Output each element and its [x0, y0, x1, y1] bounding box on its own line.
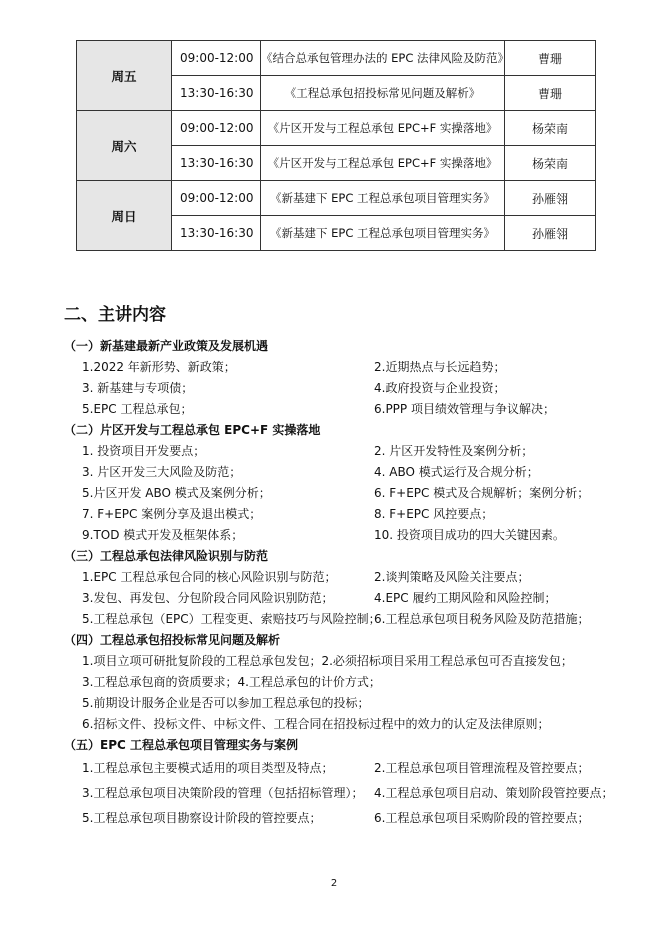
schedule-course: 《新基建下 EPC 工程总承包项目管理实务》: [261, 216, 505, 251]
item-left: 7. F+EPC 案例分享及退出模式；: [82, 507, 262, 521]
schedule-time: 09:00-12:00: [172, 111, 261, 146]
schedule-course: 《工程总承包招投标常见问题及解析》: [261, 76, 505, 111]
item-left: 5.片区开发 ABO 模式及案例分析；: [82, 486, 271, 500]
content-row: [64, 756, 624, 781]
item-right: 6.PPP 项目绩效管理与争议解决；: [374, 402, 555, 416]
schedule-time: 09:00-12:00: [172, 41, 261, 76]
schedule-day: 周日: [77, 181, 172, 251]
schedule-course: 《结合总承包管理办法的 EPC 法律风险及防范》: [261, 41, 505, 76]
block-heading: （三）工程总承包法律风险识别与防范: [64, 549, 269, 563]
schedule-teacher: 杨荣南: [505, 146, 596, 181]
content-row: [64, 609, 624, 630]
item-left: 1. 投资项目开发要点；: [82, 444, 206, 458]
schedule-time: 09:00-12:00: [172, 181, 261, 216]
schedule-row: [77, 181, 596, 216]
item-right: 6. F+EPC 模式及合规解析；案例分析；: [374, 486, 590, 500]
item-right: 2.谈判策略及风险关注要点；: [374, 570, 530, 584]
schedule-time: 13:30-16:30: [172, 216, 261, 251]
content-row: [64, 399, 624, 420]
item-left: 1.2022 年新形势、新政策；: [82, 360, 236, 374]
content-row: [64, 567, 624, 588]
schedule-day: 周六: [77, 111, 172, 181]
content-row: [64, 378, 624, 399]
content-row: [64, 651, 624, 672]
schedule-teacher: 曹珊: [505, 41, 596, 76]
item-right: 10. 投资项目成功的四大关键因素。: [374, 528, 565, 542]
content-block: [64, 630, 624, 735]
content-row: [64, 525, 624, 546]
item-left: 3. 新基建与专项债；: [82, 381, 194, 395]
content-row: [64, 483, 624, 504]
item-right: 2. 片区开发特性及案例分析；: [374, 444, 534, 458]
schedule-time: 13:30-16:30: [172, 146, 261, 181]
item-right: 2.近期热点与长远趋势；: [374, 360, 506, 374]
content-row: [64, 806, 624, 831]
content-row: [64, 357, 624, 378]
item-left: 6.招标文件、投标文件、中标文件、工程合同在招投标过程中的效力的认定及法律原则；: [82, 717, 550, 731]
item-left: 3.发包、再发包、分包阶段合同风险识别防范；: [82, 591, 334, 605]
block-heading: （二）片区开发与工程总承包 EPC+F 实操落地: [64, 423, 321, 437]
block-heading: （四）工程总承包招投标常见问题及解析: [64, 633, 281, 647]
schedule-course: 《片区开发与工程总承包 EPC+F 实操落地》: [261, 146, 505, 181]
item-left: 1.EPC 工程总承包合同的核心风险识别与防范；: [82, 570, 337, 584]
lecture-content: [64, 336, 624, 831]
content-block: [64, 735, 624, 831]
content-block: [64, 336, 624, 420]
content-row: [64, 693, 624, 714]
schedule-teacher: 杨荣南: [505, 111, 596, 146]
page-number: 2: [330, 878, 338, 889]
section-title: 二、主讲内容: [64, 305, 166, 325]
schedule-teacher: 孙雁翎: [505, 181, 596, 216]
item-left: 1.工程总承包主要模式适用的项目类型及特点；: [82, 761, 334, 775]
item-left: 5.工程总承包（EPC）工程变更、索赔技巧与风险控制；: [82, 612, 381, 626]
item-left: 5.前期设计服务企业是否可以参加工程总承包的投标；: [82, 696, 370, 710]
item-right: 4. ABO 模式运行及合规分析；: [374, 465, 539, 479]
content-row: [64, 441, 624, 462]
schedule-row: [77, 41, 596, 76]
item-left: 3. 片区开发三大风险及防范；: [82, 465, 242, 479]
item-left: 5.工程总承包项目勘察设计阶段的管控要点；: [82, 811, 322, 825]
schedule-day: 周五: [77, 41, 172, 111]
schedule-teacher: 曹珊: [505, 76, 596, 111]
item-left: 9.TOD 模式开发及框架体系；: [82, 528, 244, 542]
content-row: [64, 781, 624, 806]
item-right: 4.EPC 履约工期风险和风险控制；: [374, 591, 557, 605]
content-row: [64, 504, 624, 525]
content-row: [64, 672, 624, 693]
item-right: 2.工程总承包项目管理流程及管控要点；: [374, 761, 590, 775]
item-right: 8. F+EPC 风控要点；: [374, 507, 494, 521]
schedule-course: 《片区开发与工程总承包 EPC+F 实操落地》: [261, 111, 505, 146]
content-row: [64, 588, 624, 609]
schedule-table: [76, 40, 596, 251]
item-right: 4.政府投资与企业投资；: [374, 381, 506, 395]
block-heading: （一）新基建最新产业政策及发展机遇: [64, 339, 269, 353]
item-left: 1.项目立项可研批复阶段的工程总承包发包；2.必须招标项目采用工程总承包可否直接发包；: [82, 654, 573, 668]
item-right: 6.工程总承包项目采购阶段的管控要点；: [374, 811, 590, 825]
content-row: [64, 462, 624, 483]
content-block: [64, 420, 624, 546]
item-left: 5.EPC 工程总承包；: [82, 402, 193, 416]
schedule-teacher: 孙雁翎: [505, 216, 596, 251]
item-left: 3.工程总承包项目决策阶段的管理（包括招标管理）；: [82, 786, 364, 800]
schedule-row: [77, 111, 596, 146]
item-right: 6.工程总承包项目税务风险及防范措施；: [374, 612, 590, 626]
content-block: [64, 546, 624, 630]
schedule-time: 13:30-16:30: [172, 76, 261, 111]
block-heading: （五）EPC 工程总承包项目管理实务与案例: [64, 738, 298, 752]
item-right: 4.工程总承包项目启动、策划阶段管控要点；: [374, 786, 614, 800]
item-left: 3.工程总承包商的资质要求；4.工程总承包的计价方式；: [82, 675, 381, 689]
content-row: [64, 714, 624, 735]
schedule-course: 《新基建下 EPC 工程总承包项目管理实务》: [261, 181, 505, 216]
